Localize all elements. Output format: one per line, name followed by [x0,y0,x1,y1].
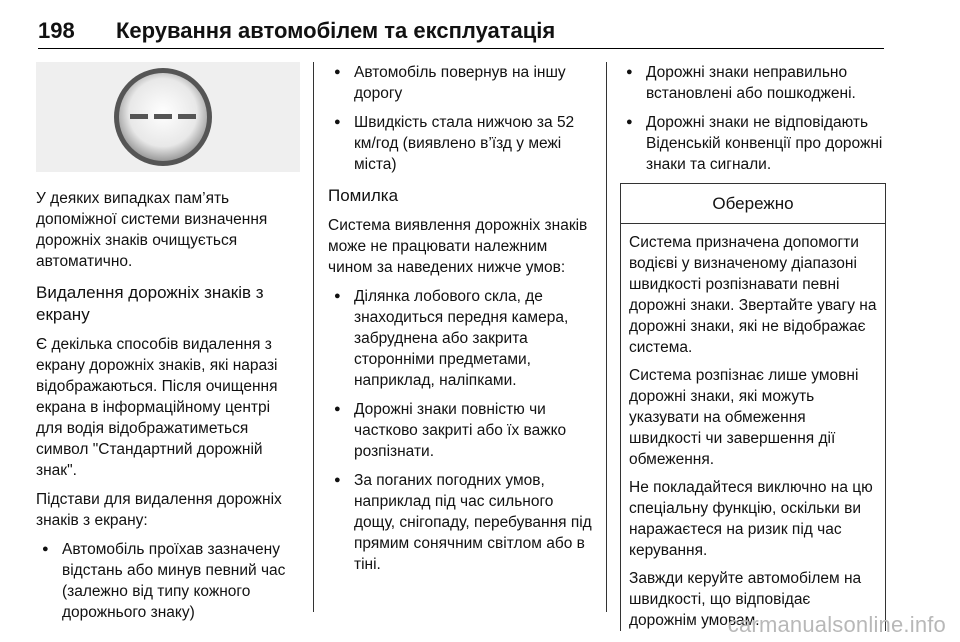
list-item: ● Дорожні знаки не відповідають Віденській конвенції про дорожні знаки та сигнали. [620,112,886,175]
list-item: ● Дорожні знаки неправильно встановлені або пошкоджені. [620,62,886,104]
section-heading-remove-signs: Видалення дорожніх знаків з екрану [36,283,264,324]
column-1 [36,62,300,631]
reasons-list [36,539,300,623]
fault-paragraph: Система виявлення дорожніх знаків може не працювати належним чином за наведених нижче умов: [328,217,588,276]
warning-paragraph: Не покладайтеся виключно на цю спеціальну функцію, оскільки ви наражаєтеся на ризик під час керування. [629,479,873,559]
column-divider-2 [606,62,607,612]
fault-conditions-list-continued [620,62,886,175]
column-3 [620,62,886,638]
warning-paragraph: Система розпізнає лише умовні дорожні знаки, які можуть указувати на обмеження швидкості чи завершення дії обмеження. [629,367,859,468]
list-item: ● Автомобіль проїхав зазначену відстань або минув певний час (залежно від типу кожного дорожнього знаку) [36,539,300,623]
header-rule [38,48,884,49]
intro-paragraph: У деяких випадках пам’ять допоміжної системи визначення дорожніх знаків очищується автоматично. [36,190,268,270]
remove-signs-paragraph: Є декілька способів видалення з екрану дорожніх знаків, які наразі відображаються. Після очищення екрана в інформаційному центрі для водія відображатиметься символ "Стандартний дорожній знак". [36,336,278,479]
reasons-paragraph: Підстави для видалення дорожніх знаків з екрану: [36,491,282,529]
warning-paragraph: Завжди керуйте автомобілем на швидкості, що відповідає дорожнім умовам. [629,570,862,629]
watermark: carmanualsonline.info [727,612,946,637]
standard-sign-icon [36,62,300,172]
warning-box [620,183,886,631]
list-item: ● Швидкість стала нижчою за 52 км/год (виявлено в’їзд у межі міста) [328,112,596,175]
list-item: ● За поганих погодних умов, наприклад під час сильного дощу, снігопаду, перебування під прямим сонячним світлом або в тіні. [328,470,596,575]
warning-body [621,224,885,631]
list-item: ● Автомобіль повернув на іншу дорогу [328,62,596,104]
warning-paragraph: Система призначена допомогти водієві у визначеному діапазоні швидкості розпізнавати певні дорожні знаки. Звертайте увагу на дорожні знаки, які не відображає система. [629,234,877,356]
column-divider-1 [313,62,314,612]
page-number: 198 [38,18,75,43]
fault-conditions-list [328,286,596,575]
section-heading-fault: Помилка [328,186,399,205]
page-header [38,10,884,50]
page-title: Керування автомобілем та експлуатація [116,18,556,43]
warning-title: Обережно [621,184,885,224]
list-item: ● Дорожні знаки повністю чи частково закриті або їх важко розпізнати. [328,399,596,462]
list-item: ● Ділянка лобового скла, де знаходиться передня камера, забруднена або закрита сторонніми предметами, наприклад, наліпками. [328,286,596,391]
reasons-list-continued [328,62,596,175]
standard-road-sign-figure [36,62,300,172]
column-2 [328,62,596,583]
